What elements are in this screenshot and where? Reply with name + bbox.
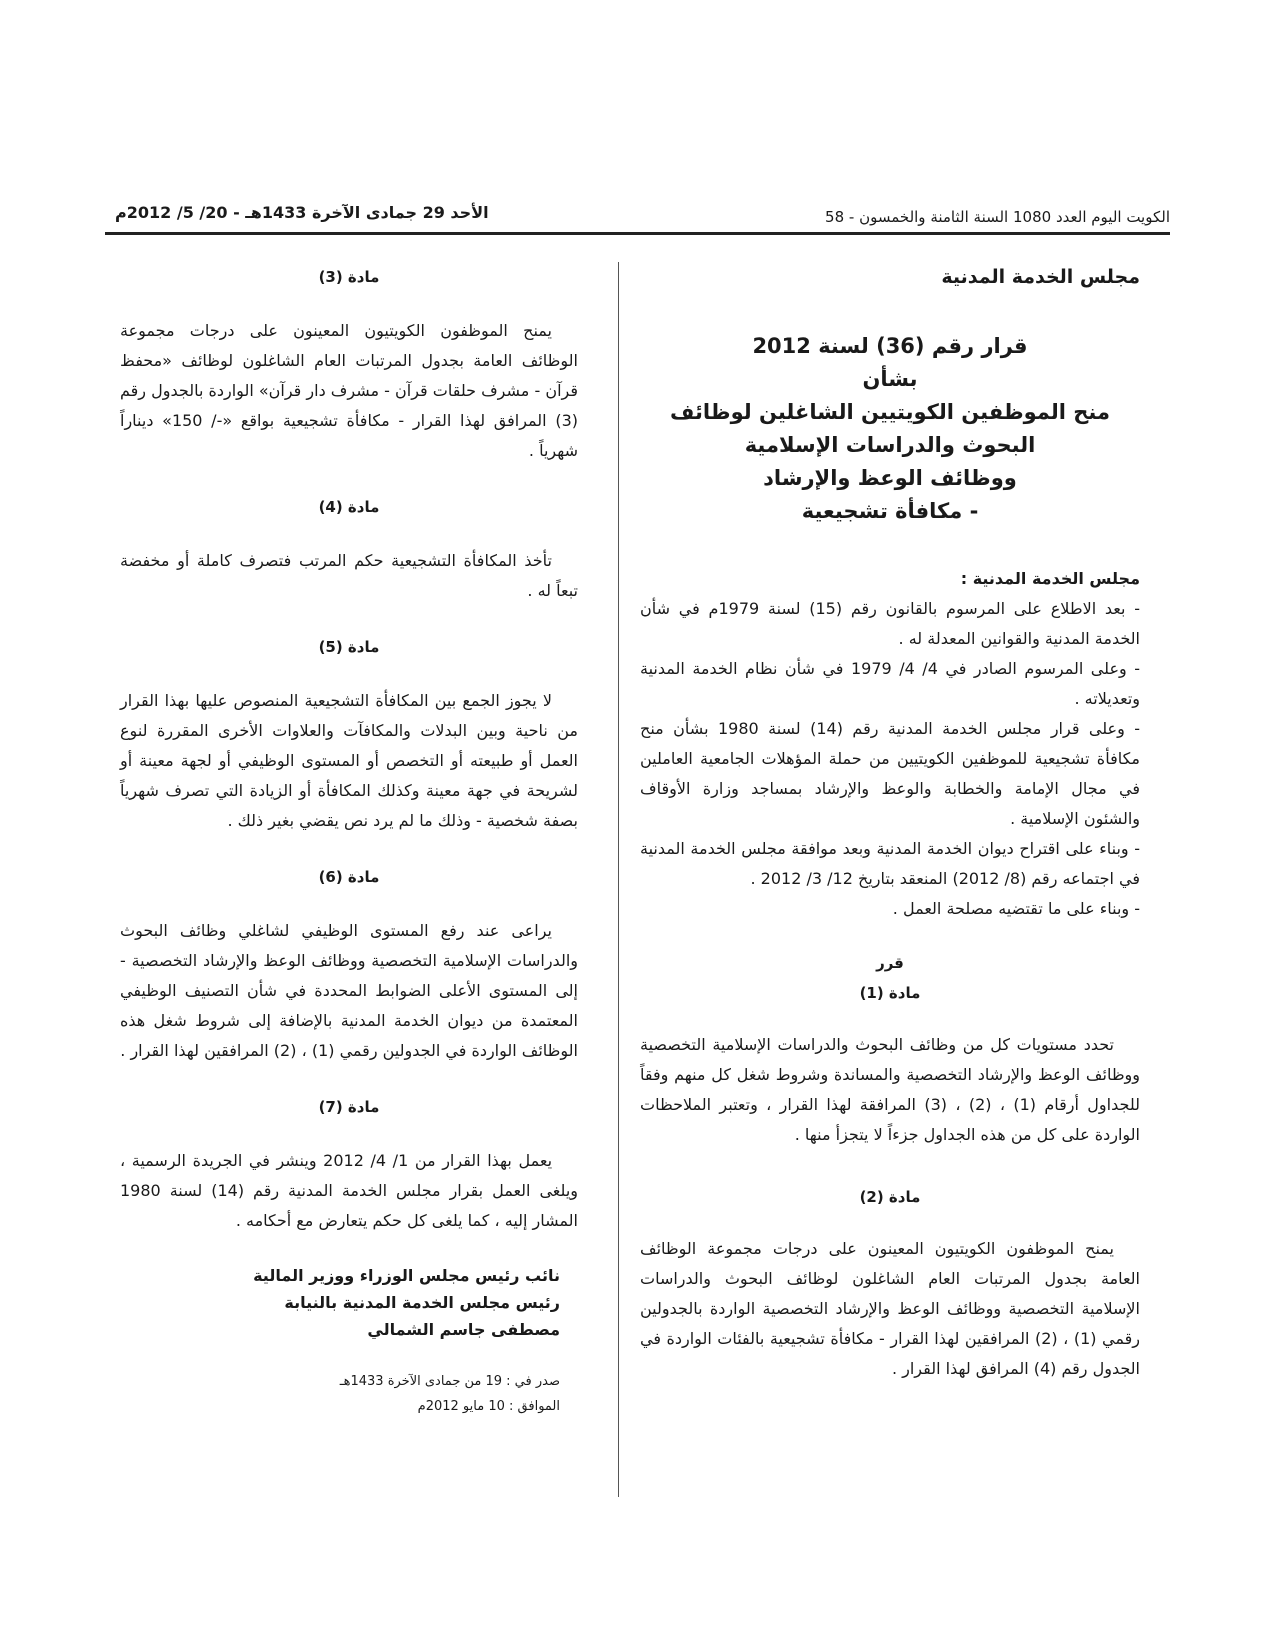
article-text: يمنح الموظفون الكويتيون المعينون على درجات مجموعة الوظائف العامة بجدول المرتبات العام الشاغلون لوظائف البحوث والدراسات الإسلامية التخصصية ووظائف الوعظ والإرشاد التخصصية الواردة بالجدولين رقمي (1) ، (2) المرافقين لهذا القرار - مكافأة تشجيعية بالفئات الواردة في الجدول رقم (4) المرافق لهذا القرار . [640,1239,1140,1378]
preamble-item: - وعلى المرسوم الصادر في 4/ 4/ 1979 في شأن نظام الخدمة المدنية وتعديلاته . [640,659,1140,708]
title-line: قرار رقم (36) لسنة 2012 [752,334,1028,358]
decision-title [640,330,1140,528]
preamble-item: - بعد الاطلاع على المرسوم بالقانون رقم (15) لسنة 1979م في شأن الخدمة المدنية والقوانين المعدلة له . [640,599,1141,648]
date-header: الأحد 29 جمادى الآخرة 1433هـ - 20/ 5/ 2012م [115,203,489,222]
article-text: يمنح الموظفون الكويتيون المعينون على درجات مجموعة الوظائف العامة بجدول المرتبات العام الشاغلون لوظائف «محفظ قرآن - مشرف حلقات قرآن - مشرف دار قرآن» الواردة بالجدول رقم (3) المرافق لهذا القرار - مكافأة تشجيعية بواقع «-/ 150» ديناراً شهرياً . [120,321,579,460]
signature-block [120,1262,578,1343]
council-heading: مجلس الخدمة المدنية [941,266,1140,288]
preamble-item: - وبناء على اقتراح ديوان الخدمة المدنية وبعد موافقة مجلس الخدمة المدنية في اجتماعه رقم (8/ 2012) المنعقد بتاريخ 12/ 3/ 2012 . [640,839,1140,888]
article-title: مادة (5) [318,638,380,656]
issue-header: الكويت اليوم العدد 1080 السنة الثامنة والخمسون - 58 [825,208,1170,226]
article-title: مادة (4) [318,498,380,516]
article-text: يعمل بهذا القرار من 1/ 4/ 2012 وينشر في الجريدة الرسمية ، ويلغى العمل بقرار مجلس الخدمة المدنية رقم (14) لسنة 1980 المشار إليه ، كما يلغى كل حكم يتعارض مع أحكامه . [120,1151,579,1230]
signature-line: مصطفى جاسم الشمالي [367,1320,560,1339]
preamble-item: - وبناء على ما تقتضيه مصلحة العمل . [892,899,1140,918]
issued-block [120,1369,578,1419]
left-column [120,262,578,1419]
title-line: - مكافأة تشجيعية [801,499,979,523]
article-title: مادة (7) [318,1098,380,1116]
right-column [640,262,1140,1384]
signature-line: نائب رئيس مجلس الوزراء ووزير المالية [253,1266,560,1285]
title-line: البحوث والدراسات الإسلامية [744,433,1036,457]
column-divider [618,262,619,1497]
decided-heading: قرر [876,954,904,972]
article-text: تأخذ المكافأة التشجيعية حكم المرتب فتصرف كاملة أو مخفضة تبعاً له . [120,551,578,600]
signature-line: رئيس مجلس الخدمة المدنية بالنيابة [284,1293,560,1312]
preamble-item: - وعلى قرار مجلس الخدمة المدنية رقم (14) لسنة 1980 بشأن منح مكافأة تشجيعية للموظفين الكويتيين من حملة المؤهلات الجامعية العاملين في مجال الإمامة والخطابة والوعظ والإرشاد بمساجد وزارة الأوقاف والشئون الإسلامية . [640,719,1141,828]
title-line: بشأن [862,367,918,391]
title-line: منح الموظفين الكويتيين الشاغلين لوظائف [670,400,1110,424]
issued-line: صدر في : 19 من جمادى الآخرة 1433هـ [339,1374,560,1389]
article-title: مادة (2) [859,1188,921,1206]
preamble-heading: مجلس الخدمة المدنية : [960,569,1140,588]
article-title: مادة (1) [859,984,921,1002]
article-text: تحدد مستويات كل من وظائف البحوث والدراسات الإسلامية التخصصية ووظائف الوعظ والإرشاد التخصصية والمساندة وشروط شغل كل منهم وفقاً للجداول أرقام (1) ، (2) ، (3) المرافقة لهذا القرار ، وتعتبر الملاحظات الواردة على كل من هذه الجداول جزءاً لا يتجزأ منها . [640,1035,1140,1144]
article-title: مادة (6) [318,868,380,886]
article-text: لا يجوز الجمع بين المكافأة التشجيعية المنصوص عليها بهذا القرار من ناحية وبين البدلات والمكافآت والعلاوات الأخرى المقررة لنوع العمل أو طبيعته أو التخصص أو المستوى الوظيفي أو لجهة معينة أو لشريحة في جهة معينة وكذلك المكافأة أو الزيادة التي تصرف شهرياً بصفة شخصية - وذلك ما لم يرد نص يقضي بغير ذلك . [120,691,578,830]
article-text: يراعى عند رفع المستوى الوظيفي لشاغلي وظائف البحوث والدراسات الإسلامية التخصصية ووظائف الوعظ والإرشاد التخصصية - إلى المستوى الأعلى الضوابط المحددة في شأن التصنيف الوظيفي المعتمدة من ديوان الخدمة المدنية بالإضافة إلى شروط شغل هذه الوظائف الواردة في الجدولين رقمي (1) ، (2) المرافقين لهذا القرار . [120,921,578,1060]
header-rule [105,232,1170,235]
article-title: مادة (3) [318,268,380,286]
title-line: ووظائف الوعظ والإرشاد [763,466,1017,490]
issued-line: الموافق : 10 مايو 2012م [417,1399,560,1414]
